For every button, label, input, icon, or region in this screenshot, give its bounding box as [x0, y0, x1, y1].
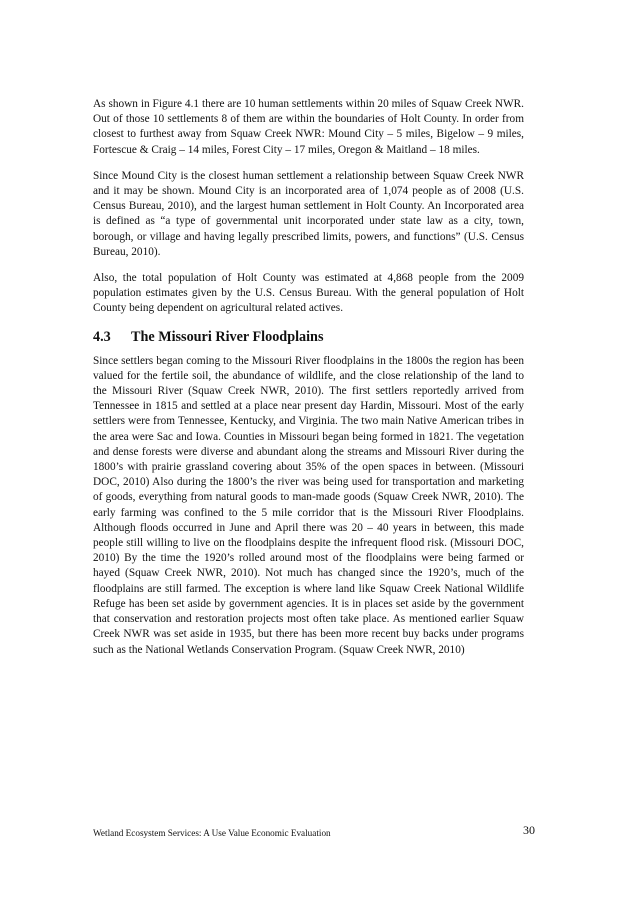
paragraph-floodplains: Since settlers began coming to the Missouri River floodplains in the 1800s the region has been valued for the fertile soil, the abundance of wildlife, and the close relationship of the land to the Missouri River (Squaw Creek NWR, 2010). The first settlers reportedly arrived from Tennessee in 1815 and settled at a place near present day Hardin, Missouri. Most of the early settlers were from Tennessee, Kentucky, and Virginia. The two main Native American tribes in the area were Sac and Iowa. Counties in Missouri began being formed in 1821. The vegetation and dense forests were diverse and abundant along the streams and Missouri River during the 1800’s with prairie grassland covering about 35% of the open spaces in between. (Missouri DOC, 2010) Also during the 1800’s the river was being used for transportation and marketing of goods, everything from natural goods to man-made goods (Squaw Creek NWR, 2010). The early farming was confined to the 5 mile corridor that is the Missouri River Floodplains. Although floods occurred in June and April there was 20 – 40 years in between, this made people still willing to live on the floodplains despite the infrequent flood risk. (Missouri DOC, 2010) By the time the 1920’s rolled around most of the floodplains were being farmed or hayed (Squaw Creek NWR, 2010). Not much has changed since the 1920’s, much of the floodplains are still farmed. The exception is where land like Squaw Creek National Wildlife Refuge has been set aside by government agencies. It is in places set aside by the government that conservation and restoration projects most often take place. As mentioned earlier Squaw Creek NWR was set aside in 1935, but there has been more recent buy backs under programs such as the National Wetlands Conservation Program. (Squaw Creek NWR, 2010) [93, 354, 524, 656]
paragraph-holt-population: Also, the total population of Holt County was estimated at 4,868 people from the 2009 population estimates given by the U.S. Census Bureau. With the general population of Holt County being dependent on agricultural related actives. [93, 272, 524, 315]
section-number: 4.3 [93, 328, 111, 345]
section-title: The Missouri River Floodplains [131, 328, 324, 345]
paragraph-settlements: As shown in Figure 4.1 there are 10 human settlements within 20 miles of Squaw Creek NWR. Out of those 10 settlements 8 of them are within the boundaries of Holt County. In order from closest to furthest away from Squaw Creek NWR: Mound City – 5 miles, Bigelow – 9 miles, Fortescue & Craig – 14 miles, Forest City – 17 miles, Oregon & Maitland – 18 miles. [93, 98, 524, 156]
page-footer [93, 823, 535, 839]
section-heading [93, 328, 524, 346]
page-body [93, 97, 524, 669]
footer-title: Wetland Ecosystem Services: A Use Value Economic Evaluation [93, 828, 331, 838]
paragraph-mound-city: Since Mound City is the closest human settlement a relationship between Squaw Creek NWR and it may be shown. Mound City is an incorporated area of 1,074 people as of 2008 (U.S. Census Bureau, 2010), and the largest human settlement in Holt County. An Incorporated area is defined as “a type of governmental unit incorporated under state law as a city, town, borough, or village and having legally prescribed limits, powers, and functions” (U.S. Census Bureau, 2010). [93, 169, 524, 258]
page-number: 30 [523, 823, 535, 837]
